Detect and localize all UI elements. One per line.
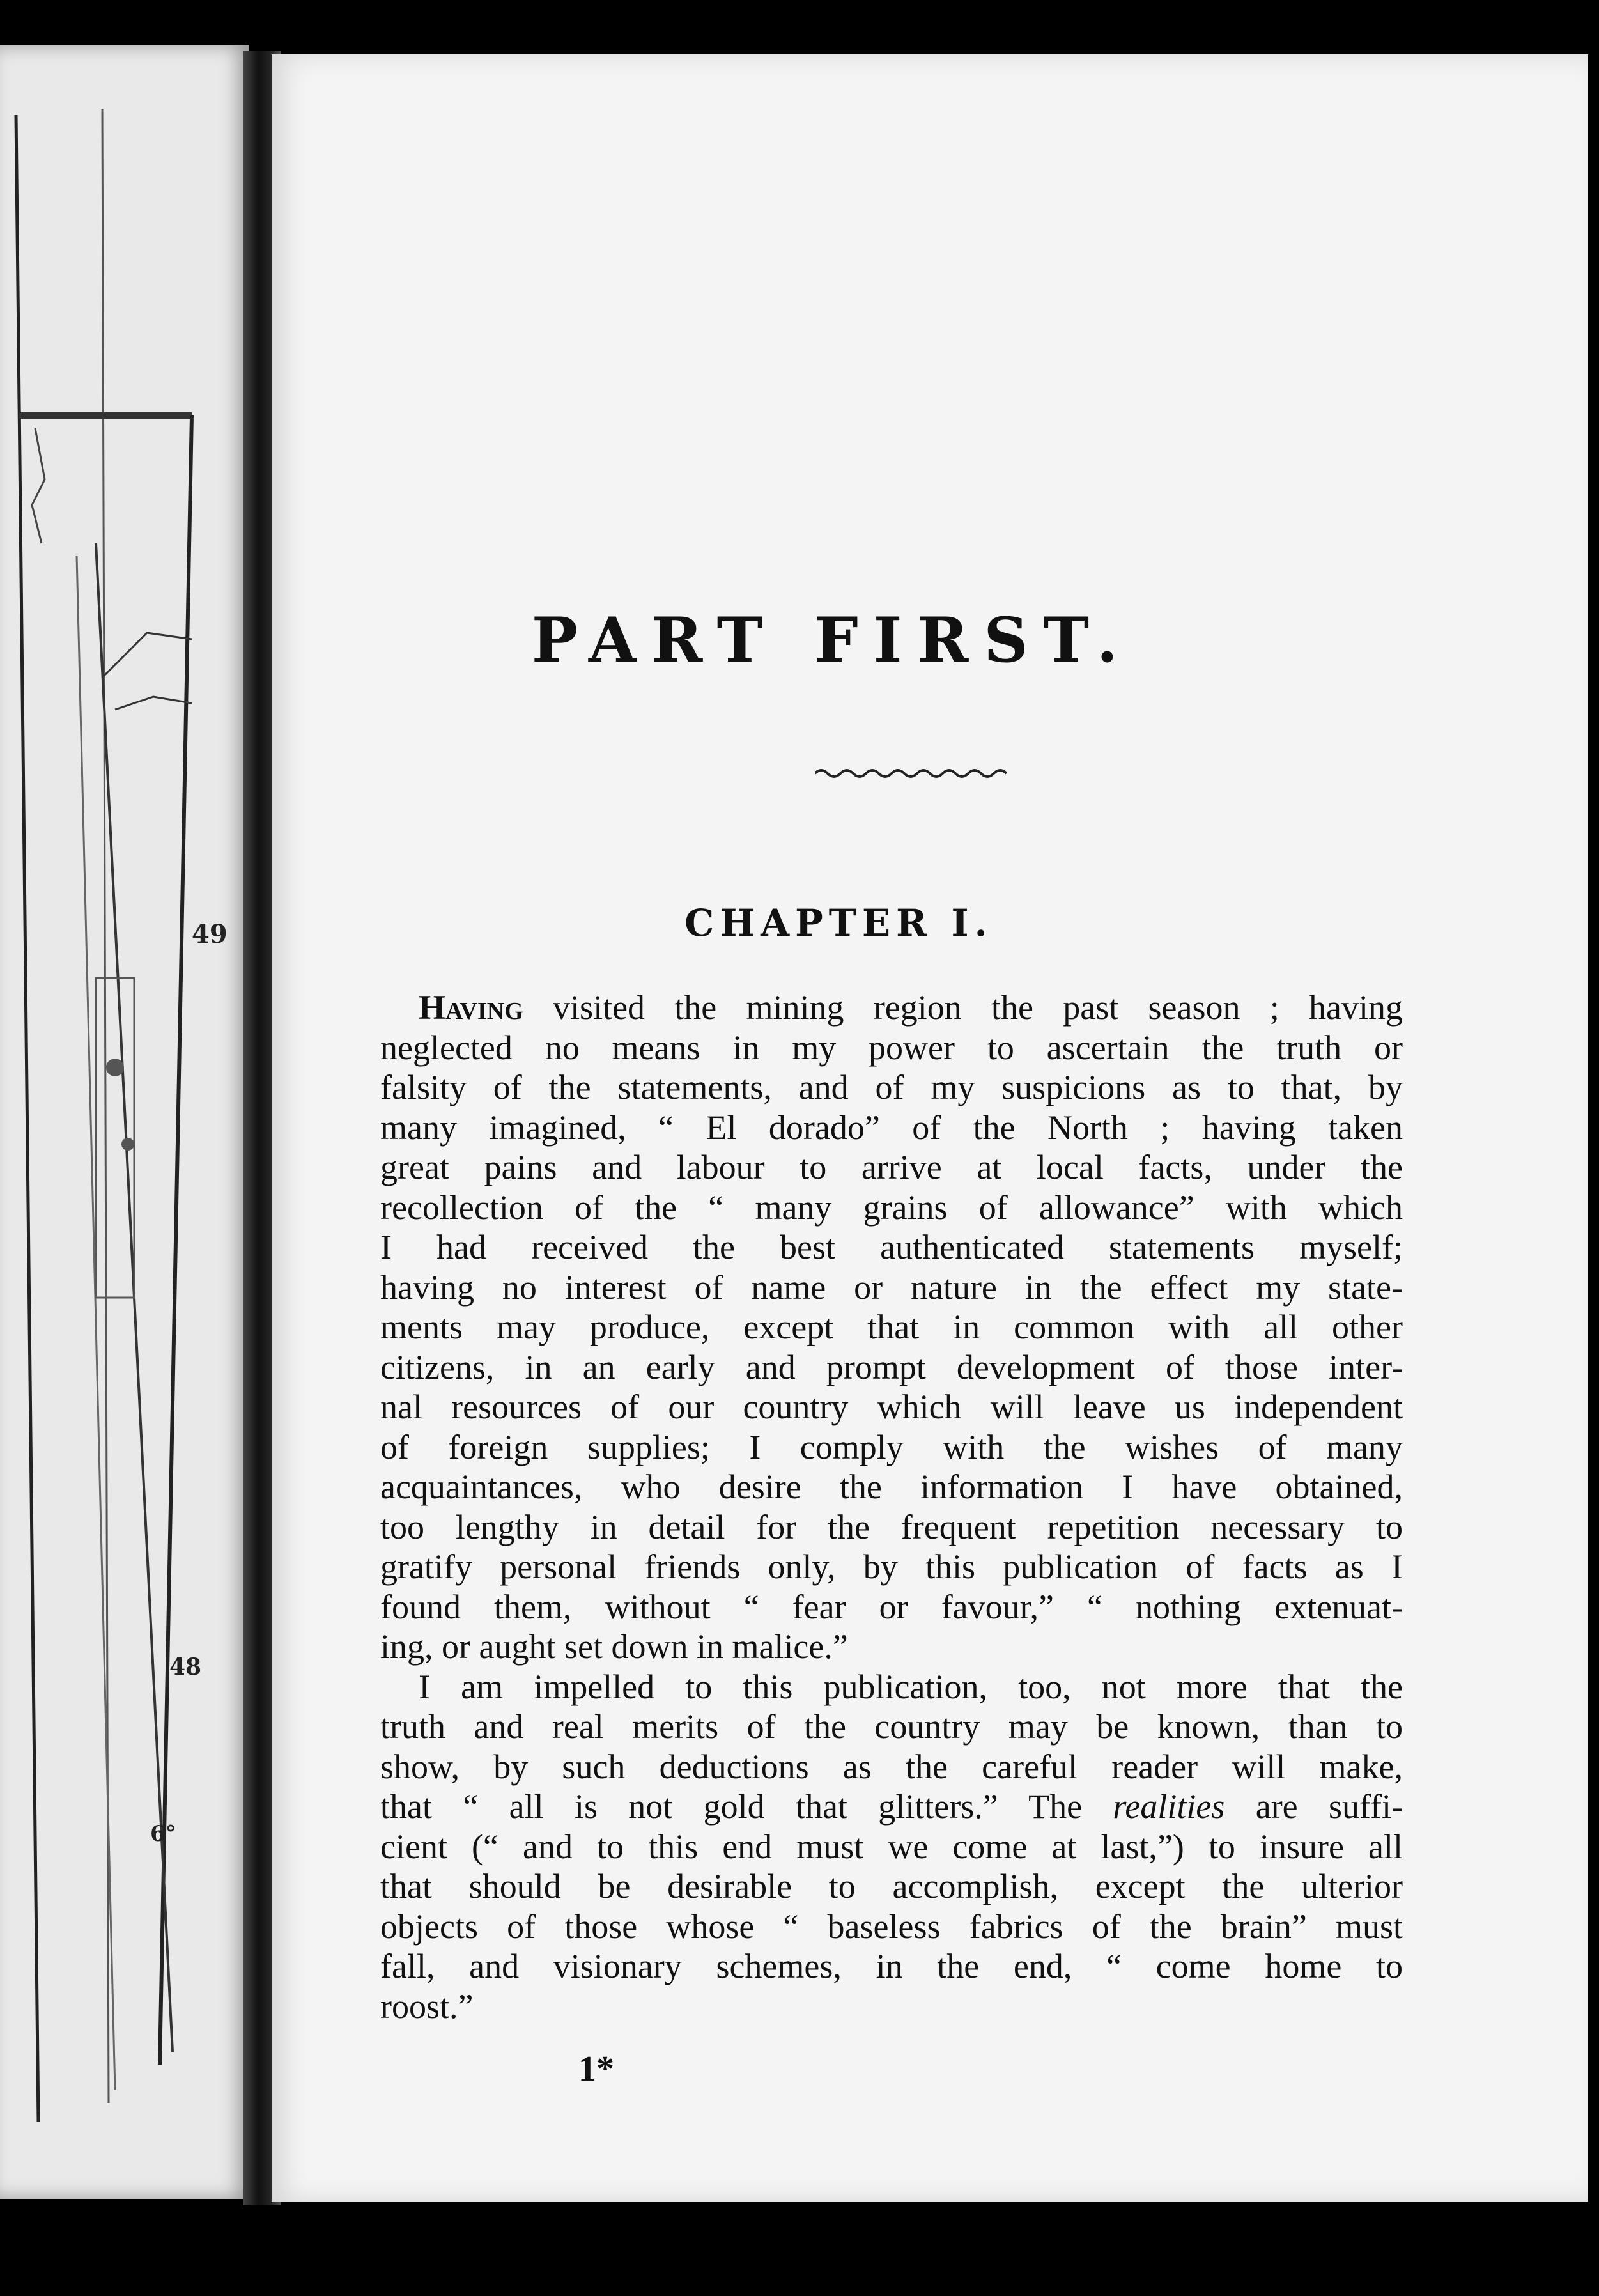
text-line: I had received the best authenticated statements myself; [380,1228,1403,1266]
text-line: Having visited the mining region the past season ; having [419,988,1403,1027]
map-foldout-page [0,45,249,2199]
text-line: too lengthy in detail for the frequent repetition necessary to [380,1507,1403,1546]
chapter-title: CHAPTER I. [684,901,993,945]
text-line: objects of those whose “ baseless fabrics of the brain” must [380,1907,1403,1946]
text-line: ments may produce, except that in common with all other [380,1308,1403,1346]
decorative-rule [815,764,1007,783]
text-line: that should be desirable to accomplish, except the ulterior [380,1867,1403,1905]
text-page [272,54,1588,2202]
part-title: PART FIRST. [531,604,1134,676]
text-line: great pains and labour to arrive at local facts, under the [380,1148,1403,1186]
text-line: citizens, in an early and prompt development of those inter- [380,1347,1403,1386]
lead-word: Having [419,988,523,1027]
text-line: cient (“ and to this end must we come at last,”) to insure all [380,1827,1403,1866]
paragraph-2 [380,1667,1403,2027]
text-line: found them, without “ fear or favour,” “ nothing extenuat- [380,1587,1403,1626]
text-line: acquaintances, who desire the information I have obtained, [380,1468,1403,1506]
paragraph-1 [380,988,1403,1667]
text-line: of foreign supplies; I comply with the wishes of many [380,1427,1403,1466]
text-line: falsity of the statements, and of my suspicions as to that, by [380,1068,1403,1106]
text-line: many imagined, “ El dorado” of the North ; having taken [380,1108,1403,1147]
signature-mark: 1* [578,2049,614,2089]
text-line: recollection of the “ many grains of allowance” with which [380,1188,1403,1227]
map-label-degree: 6° [150,1821,176,1847]
chapter-body [380,988,1403,2026]
map-latitude-49: 49 [192,919,228,949]
text-line: nal resources of our country which will leave us independent [380,1388,1403,1426]
text-line: ing, or aught set down in malice.” [380,1627,848,1666]
map-illustration [0,45,249,2199]
text-line: I am impelled to this publication, too, not more that the [419,1667,1403,1706]
text-line: fall, and visionary schemes, in the end, “ come home to [380,1947,1403,1985]
text-line: truth and real merits of the country may be known, than to [380,1707,1403,1746]
text-line: gratify personal friends only, by this publication of facts as I [380,1547,1403,1586]
text-line: show, by such deductions as the careful reader will make, [380,1747,1403,1786]
italic-word: realities [1113,1787,1225,1826]
map-latitude-48: 48 [169,1654,202,1680]
text-line: that “ all is not gold that glitters.” The realities are suffi- [380,1787,1403,1826]
text-line: having no interest of name or nature in the effect my state- [380,1268,1403,1307]
text-line: neglected no means in my power to ascertain the truth or [380,1028,1403,1067]
text-line: roost.” [380,1987,474,2026]
